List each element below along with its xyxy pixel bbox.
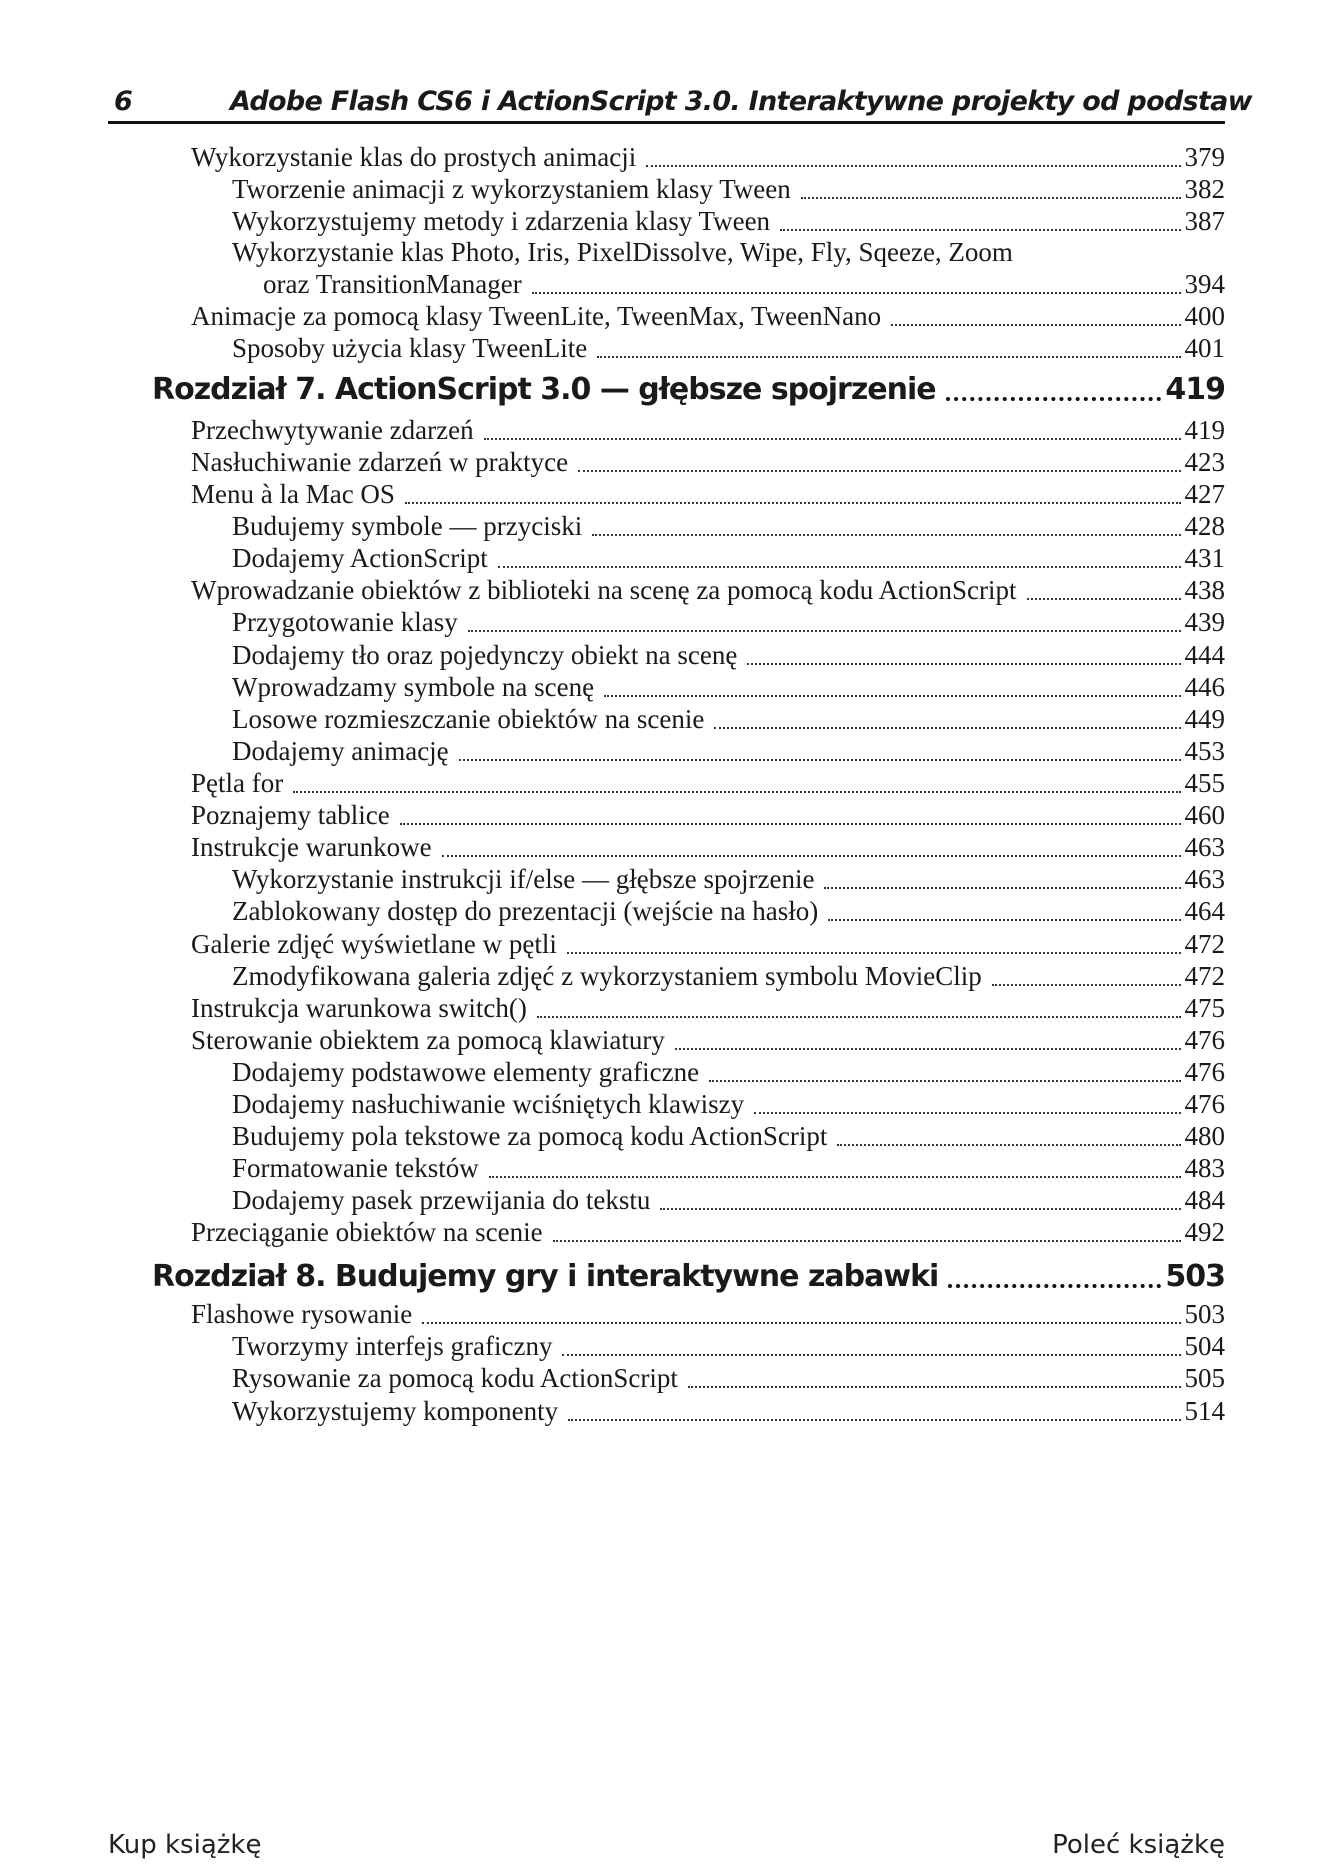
toc-entry[interactable] bbox=[232, 1362, 1225, 1396]
toc-page-number: 483 bbox=[1184, 1153, 1225, 1183]
toc-entry[interactable] bbox=[232, 1056, 1225, 1090]
toc-entry[interactable] bbox=[191, 446, 1225, 480]
toc-page-number: 463 bbox=[1184, 864, 1225, 894]
toc-entry[interactable] bbox=[191, 141, 1225, 175]
toc-entry[interactable] bbox=[191, 478, 1225, 512]
toc-entry-title: Pętla for bbox=[191, 768, 284, 798]
toc-entry[interactable] bbox=[232, 510, 1225, 544]
toc-entry-title: Wprowadzanie obiektów z biblioteki na scenę za pomocą kodu ActionScript bbox=[191, 575, 1017, 605]
page-header bbox=[108, 80, 1252, 120]
toc-entry-title: Wprowadzamy symbole na scenę bbox=[232, 672, 595, 702]
toc-entry-title: Dodajemy pasek przewijania do tekstu bbox=[232, 1185, 651, 1215]
toc-page-number: 455 bbox=[1184, 768, 1225, 798]
toc-chapter[interactable] bbox=[152, 1257, 1225, 1297]
toc-entry-title: Przeciąganie obiektów na scenie bbox=[191, 1217, 543, 1247]
toc-entry[interactable] bbox=[232, 960, 1225, 994]
dot-leader bbox=[891, 323, 1180, 326]
toc-page-number: 431 bbox=[1184, 543, 1225, 573]
toc-entry-title: Instrukcje warunkowe bbox=[191, 832, 432, 862]
toc-entry-title: Zmodyfikowana galeria zdjęć z wykorzystaniem symbolu MovieClip bbox=[232, 961, 982, 991]
dot-leader bbox=[824, 886, 1180, 889]
toc-entry-title: Dodajemy podstawowe elementy graficzne bbox=[232, 1057, 700, 1087]
toc-entry[interactable] bbox=[232, 895, 1225, 929]
dot-leader bbox=[532, 291, 1181, 294]
toc-entry-title: Menu à la Mac OS bbox=[191, 479, 395, 509]
toc-entry-title: Sposoby użycia klasy TweenLite bbox=[232, 333, 588, 363]
toc-page-number: 476 bbox=[1184, 1057, 1225, 1087]
dot-leader bbox=[592, 533, 1180, 536]
toc-entry-title: Losowe rozmieszczanie obiektów na scenie bbox=[232, 704, 705, 734]
dot-leader bbox=[293, 790, 1180, 793]
toc-entry[interactable] bbox=[191, 574, 1225, 608]
toc-page-number: 419 bbox=[1184, 415, 1225, 445]
toc-entry-title: Wykorzystanie instrukcji if/else — głębsze spojrzenie bbox=[232, 864, 815, 894]
toc-entry-title: Poznajemy tablice bbox=[191, 800, 390, 830]
toc-entry-title: Formatowanie tekstów bbox=[232, 1153, 479, 1183]
toc-page-number: 400 bbox=[1184, 301, 1225, 331]
toc-entry-title: Tworzenie animacji z wykorzystaniem klasy Tween bbox=[232, 174, 791, 204]
toc-entry-title: Przechwytywanie zdarzeń bbox=[191, 415, 474, 445]
toc-page-number: 439 bbox=[1184, 607, 1225, 637]
toc-page-number: 503 bbox=[1165, 1259, 1225, 1294]
dot-leader bbox=[597, 355, 1180, 358]
dot-leader bbox=[688, 1385, 1181, 1388]
toc-page-number: 472 bbox=[1184, 961, 1225, 991]
dot-leader bbox=[946, 396, 1162, 401]
dot-leader bbox=[747, 662, 1180, 665]
toc-entry[interactable] bbox=[191, 767, 1225, 801]
toc-entry[interactable] bbox=[191, 992, 1225, 1026]
header-rule bbox=[108, 121, 1225, 124]
toc-entry-title: Tworzymy interfejs graficzny bbox=[232, 1331, 553, 1361]
toc-entry-title: Flashowe rysowanie bbox=[191, 1299, 413, 1329]
toc-page-number: 480 bbox=[1184, 1121, 1225, 1151]
toc-page-number: 504 bbox=[1184, 1331, 1225, 1361]
dot-leader bbox=[578, 469, 1180, 472]
toc-page-number: 514 bbox=[1184, 1396, 1225, 1426]
toc-entry[interactable] bbox=[232, 735, 1225, 769]
dot-leader bbox=[459, 758, 1181, 761]
toc-page-number: 492 bbox=[1184, 1217, 1225, 1247]
dot-leader bbox=[484, 437, 1181, 440]
recommend-book-link[interactable]: Poleć książkę bbox=[1052, 1830, 1225, 1860]
toc-entry[interactable] bbox=[191, 414, 1225, 448]
toc-entry-title: Dodajemy tło oraz pojedynczy obiekt na scenę bbox=[232, 640, 738, 670]
dot-leader bbox=[468, 629, 1181, 632]
toc-entry-title: Rozdział 8. Budujemy gry i interaktywne zabawki bbox=[152, 1259, 939, 1294]
toc-page-number: 423 bbox=[1184, 447, 1225, 477]
dot-leader bbox=[837, 1143, 1180, 1146]
dot-leader bbox=[553, 1239, 1181, 1242]
book-title: Adobe Flash CS6 i ActionScript 3.0. Interaktywne projekty od podstaw bbox=[230, 86, 1252, 117]
toc-entry-title: Dodajemy animację bbox=[232, 736, 449, 766]
toc-entry-title: Wykorzystanie klas do prostych animacji bbox=[191, 142, 637, 172]
buy-book-link[interactable]: Kup książkę bbox=[108, 1830, 262, 1860]
toc-entry-title-line1: Wykorzystanie klas Photo, Iris, PixelDissolve, Wipe, Fly, Sqeeze, Zoom bbox=[232, 237, 1013, 267]
toc-page-number: 476 bbox=[1184, 1025, 1225, 1055]
toc-page-number: 472 bbox=[1184, 929, 1225, 959]
toc-page-number: 505 bbox=[1184, 1363, 1225, 1393]
toc-page-number: 503 bbox=[1184, 1299, 1225, 1329]
toc-page-number: 476 bbox=[1184, 1089, 1225, 1119]
toc-entry-title: Instrukcja warunkowa switch() bbox=[191, 993, 527, 1023]
dot-leader bbox=[660, 1207, 1180, 1210]
dot-leader bbox=[604, 694, 1180, 697]
toc-entry[interactable] bbox=[232, 671, 1225, 705]
toc-entry[interactable] bbox=[232, 639, 1225, 673]
toc-entry-title: Dodajemy ActionScript bbox=[232, 543, 488, 573]
toc-page-number: 394 bbox=[1184, 269, 1225, 299]
toc-entry-title: Przygotowanie klasy bbox=[232, 607, 458, 637]
toc-entry-title: Galerie zdjęć wyświetlane w pętli bbox=[191, 929, 557, 959]
toc-entry[interactable] bbox=[232, 542, 1225, 576]
dot-leader bbox=[646, 164, 1180, 167]
toc-entry[interactable] bbox=[191, 1298, 1225, 1332]
dot-leader bbox=[489, 1175, 1181, 1178]
toc-page-number: 446 bbox=[1184, 672, 1225, 702]
toc-entry[interactable] bbox=[191, 1216, 1225, 1250]
toc-page-number: 427 bbox=[1184, 479, 1225, 509]
toc-page-number: 428 bbox=[1184, 511, 1225, 541]
toc-page-number: 463 bbox=[1184, 832, 1225, 862]
dot-leader bbox=[828, 918, 1180, 921]
dot-leader bbox=[780, 228, 1180, 231]
toc-entry[interactable] bbox=[232, 1088, 1225, 1122]
toc-chapter[interactable] bbox=[152, 370, 1225, 410]
dot-leader bbox=[442, 854, 1181, 857]
toc-entry-title: Zablokowany dostęp do prezentacji (wejście na hasło) bbox=[232, 896, 819, 926]
dot-leader bbox=[754, 1111, 1180, 1114]
dot-leader bbox=[801, 196, 1181, 199]
dot-leader bbox=[709, 1079, 1180, 1082]
dot-leader bbox=[405, 501, 1181, 504]
toc-page-number: 449 bbox=[1184, 704, 1225, 734]
toc-entry[interactable] bbox=[232, 863, 1225, 897]
toc-entry[interactable] bbox=[232, 1184, 1225, 1218]
toc-page-number: 464 bbox=[1184, 896, 1225, 926]
toc-entry[interactable] bbox=[232, 703, 1225, 737]
toc-page-number: 382 bbox=[1184, 174, 1225, 204]
toc-entry[interactable] bbox=[232, 1330, 1225, 1364]
toc-page-number: 460 bbox=[1184, 800, 1225, 830]
toc-entry[interactable] bbox=[232, 1152, 1225, 1186]
toc-entry[interactable] bbox=[191, 799, 1225, 833]
toc-page-number: 444 bbox=[1184, 640, 1225, 670]
toc-entry[interactable] bbox=[232, 173, 1225, 207]
dot-leader bbox=[675, 1047, 1181, 1050]
toc-entry-title: Wykorzystujemy metody i zdarzenia klasy Tween bbox=[232, 206, 771, 236]
toc-entry[interactable] bbox=[232, 606, 1225, 640]
dot-leader bbox=[400, 822, 1181, 825]
toc-entry[interactable] bbox=[191, 300, 1225, 334]
dot-leader bbox=[537, 1015, 1181, 1018]
toc-page-number: 419 bbox=[1165, 372, 1225, 407]
toc-entry[interactable] bbox=[191, 831, 1225, 865]
toc-entry-title: Budujemy pola tekstowe za pomocą kodu ActionScript bbox=[232, 1121, 828, 1151]
toc-entry[interactable] bbox=[232, 1395, 1225, 1429]
toc-entry[interactable] bbox=[191, 928, 1225, 962]
page-number: 6 bbox=[114, 86, 133, 117]
toc-page-number: 484 bbox=[1184, 1185, 1225, 1215]
toc-page-number: 401 bbox=[1184, 333, 1225, 363]
toc-entry-title: Nasłuchiwanie zdarzeń w praktyce bbox=[191, 447, 569, 477]
dot-leader bbox=[1027, 597, 1181, 600]
toc-page-number: 438 bbox=[1184, 575, 1225, 605]
toc-entry-title: Rozdział 7. ActionScript 3.0 — głębsze spojrzenie bbox=[152, 372, 936, 407]
toc-page-number: 379 bbox=[1184, 142, 1225, 172]
toc-entry-title: Wykorzystujemy komponenty bbox=[232, 1396, 559, 1426]
toc-entry[interactable] bbox=[232, 205, 1225, 239]
dot-leader bbox=[992, 983, 1181, 986]
dot-leader bbox=[714, 726, 1180, 729]
toc-page-number: 453 bbox=[1184, 736, 1225, 766]
dot-leader bbox=[948, 1283, 1161, 1288]
toc-entry[interactable] bbox=[232, 332, 1225, 366]
toc-entry[interactable] bbox=[232, 1120, 1225, 1154]
toc-entry-title: Dodajemy nasłuchiwanie wciśniętych klawiszy bbox=[232, 1089, 745, 1119]
toc-entry-title: Rysowanie za pomocą kodu ActionScript bbox=[232, 1363, 678, 1393]
toc-entry-title: Animacje za pomocą klasy TweenLite, TweenMax, TweenNano bbox=[191, 301, 882, 331]
toc-entry-title: oraz TransitionManager bbox=[263, 269, 522, 299]
toc-entry[interactable] bbox=[263, 268, 1225, 302]
toc-page-number: 475 bbox=[1184, 993, 1225, 1023]
dot-leader bbox=[498, 565, 1181, 568]
dot-leader bbox=[562, 1353, 1180, 1356]
dot-leader bbox=[568, 1418, 1180, 1421]
toc-entry-title: Budujemy symbole — przyciski bbox=[232, 511, 583, 541]
dot-leader bbox=[567, 951, 1181, 954]
toc-page-number: 387 bbox=[1184, 206, 1225, 236]
toc-entry-title: Sterowanie obiektem za pomocą klawiatury bbox=[191, 1025, 665, 1055]
toc-entry[interactable] bbox=[191, 1024, 1225, 1058]
dot-leader bbox=[422, 1321, 1180, 1324]
